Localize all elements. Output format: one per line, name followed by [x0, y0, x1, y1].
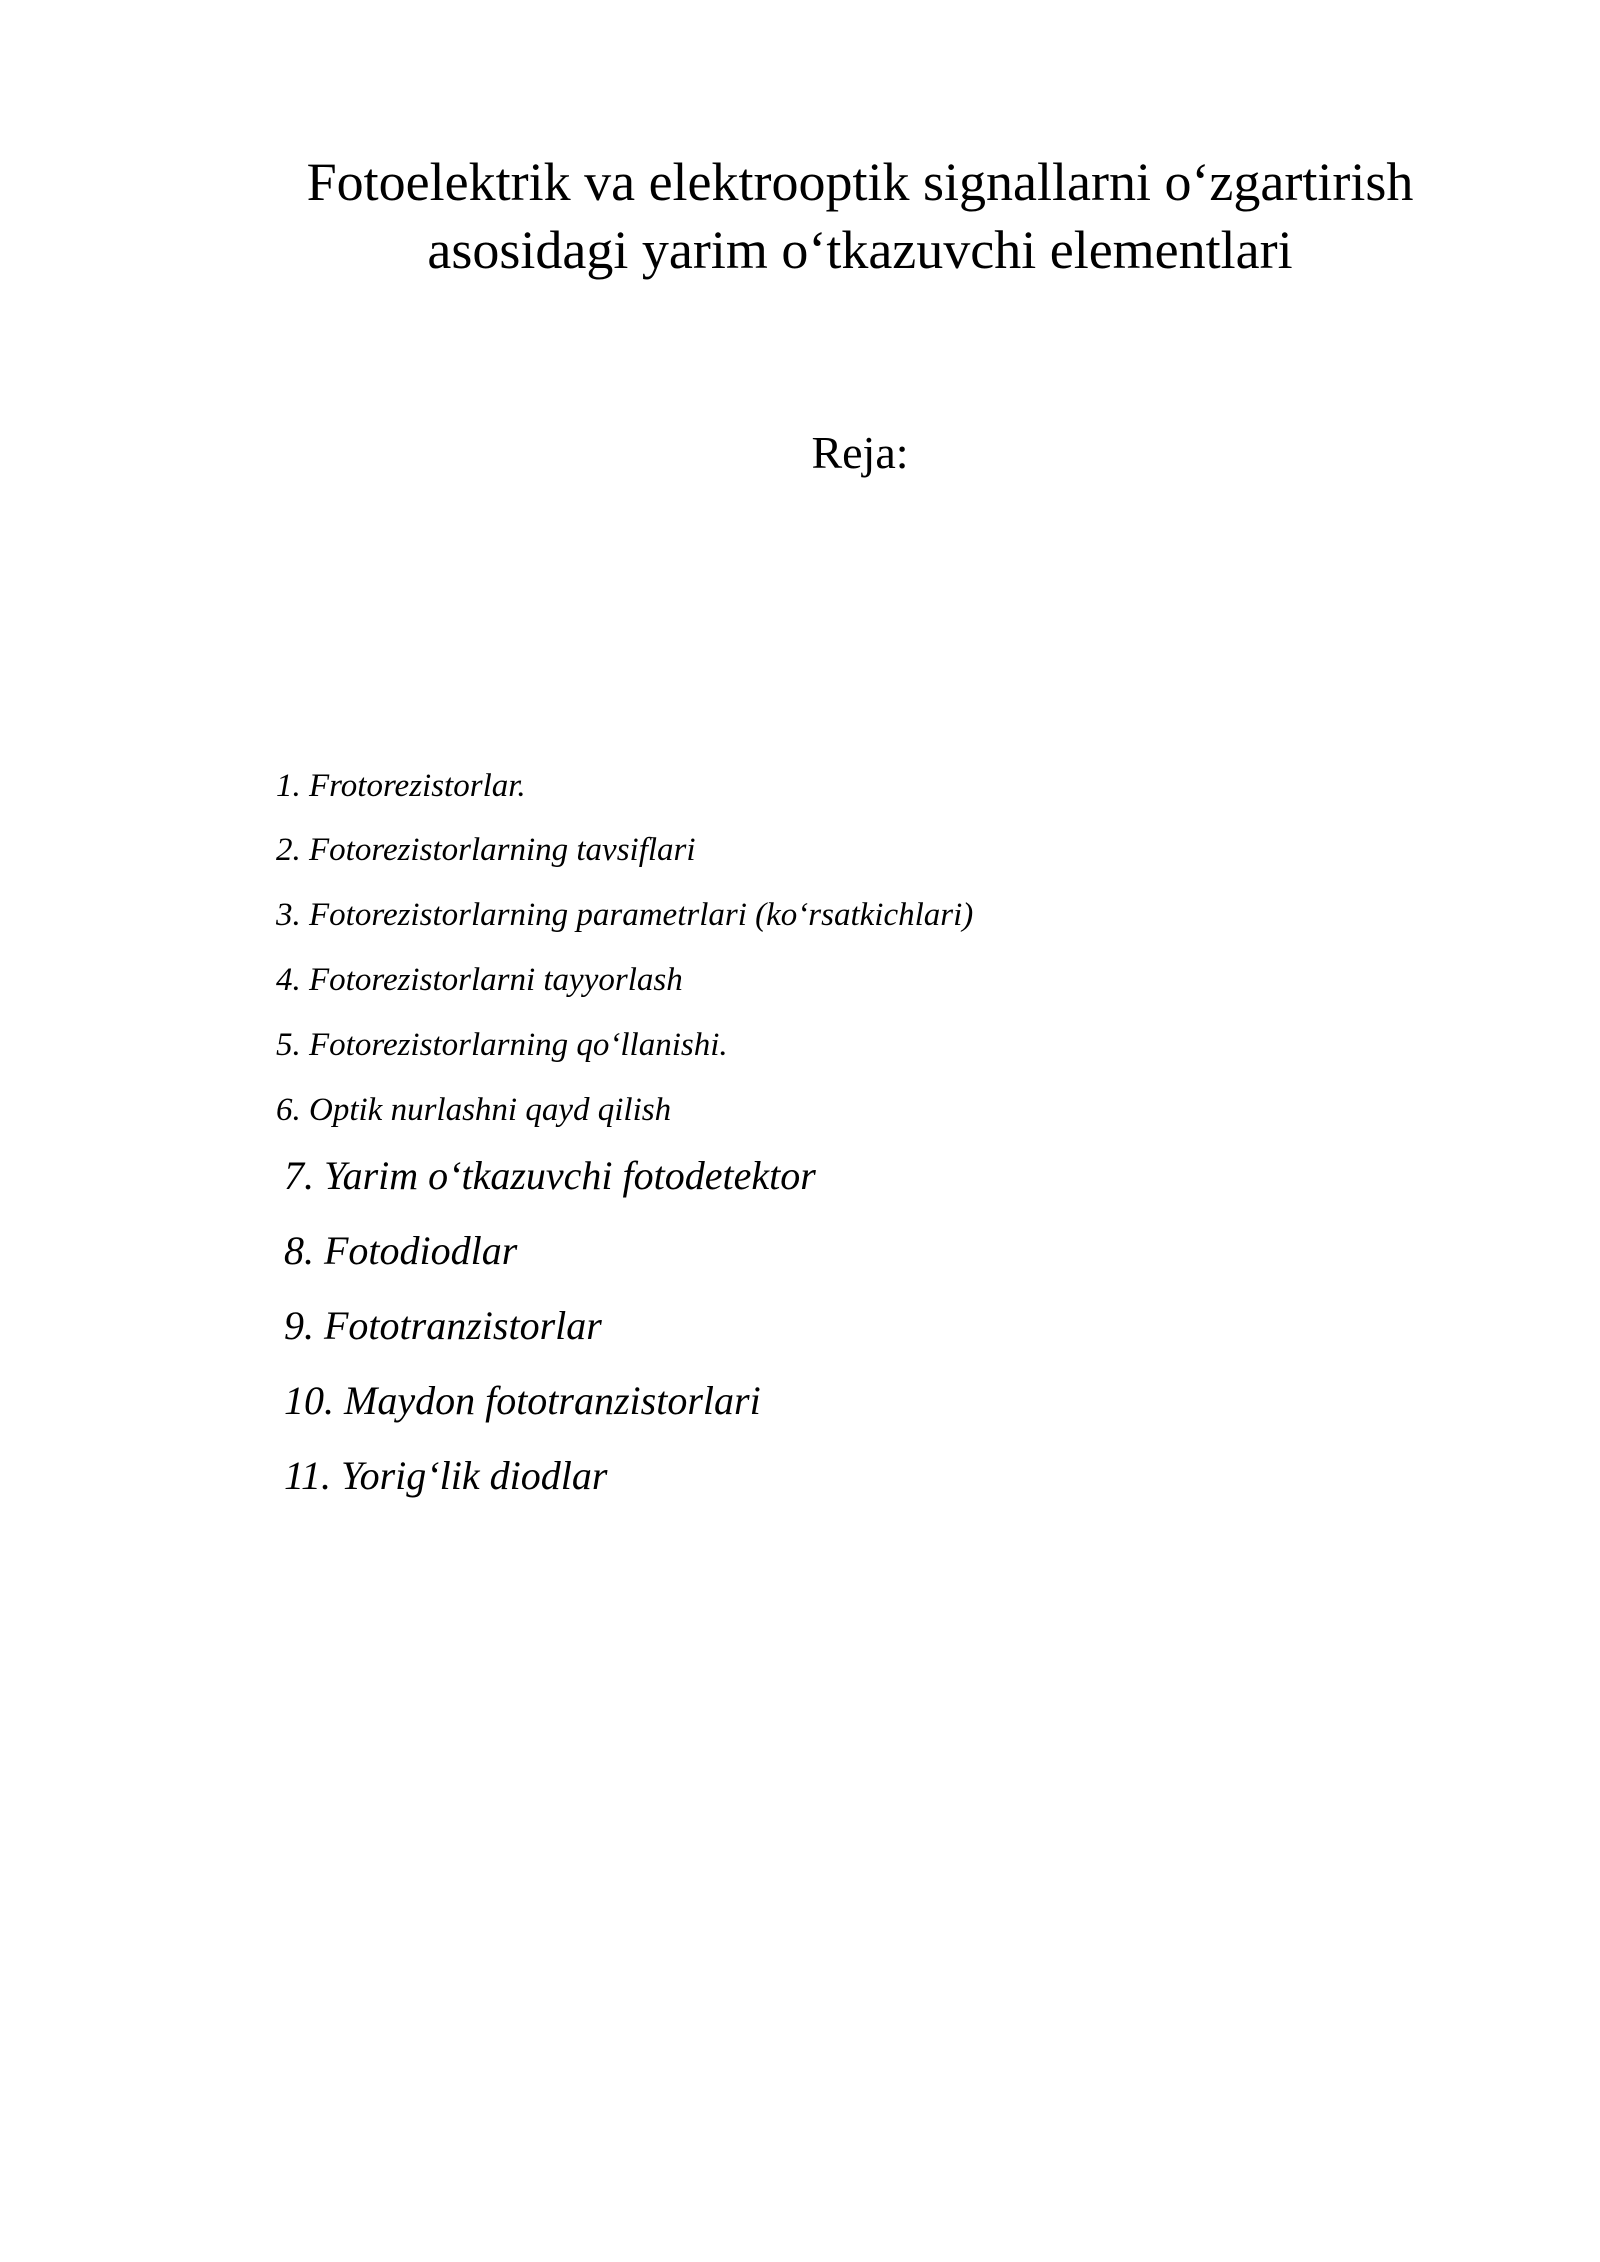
- plan-heading: Reja:: [811, 427, 909, 478]
- plan-item-9: 9. Fototranzistorlar: [284, 1303, 602, 1348]
- plan-item-3: 3. Fotorezistorlarning parametrlari (ko‘rsatkichlari): [276, 897, 974, 933]
- plan-item-5: 5. Fotorezistorlarning qo‘llanishi.: [276, 1027, 728, 1063]
- plan-item-8: 8. Fotodiodlar: [284, 1228, 518, 1273]
- plan-item-1: 1. Frotorezistorlar.: [276, 768, 526, 804]
- plan-item-11: 11. Yorig‘lik diodlar: [284, 1453, 608, 1498]
- plan-item-4: 4. Fotorezistorlarni tayyorlash: [276, 962, 683, 998]
- plan-item-10: 10. Maydon fototranzistorlari: [284, 1378, 761, 1423]
- page-title: [200, 148, 1520, 284]
- plan-item-7: 7. Yarim o‘tkazuvchi fotodetektor: [284, 1153, 816, 1198]
- plan-item-2: 2. Fotorezistorlarning tavsiflari: [276, 832, 696, 868]
- title-line-2: asosidagi yarim o‘tkazuvchi elementlari: [427, 220, 1293, 280]
- title-line-1: Fotoelektrik va elektrooptik signallarni o‘zgartirish: [306, 152, 1414, 212]
- plan-item-6: 6. Optik nurlashni qayd qilish: [276, 1092, 672, 1128]
